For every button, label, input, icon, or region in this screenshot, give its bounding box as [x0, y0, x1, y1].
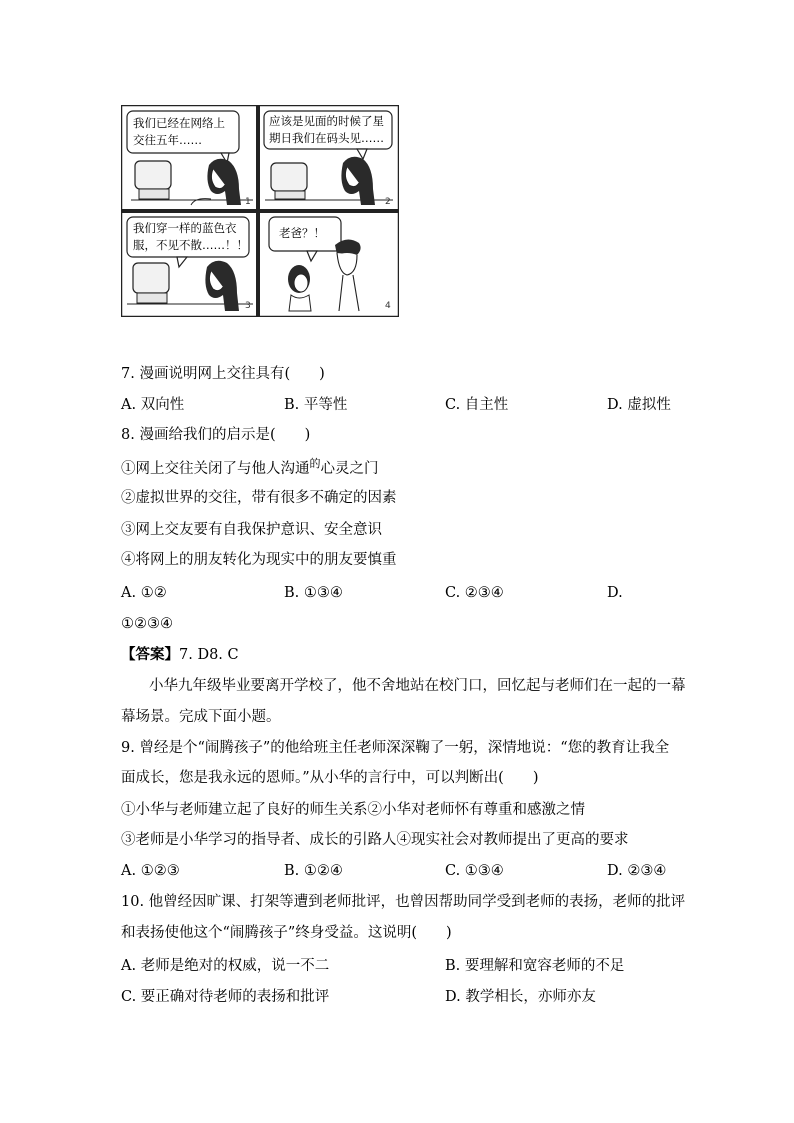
q8-stem: 8. 漫画给我们的启示是( ): [121, 427, 311, 443]
comic-panel-4-line-1: 老爸？！: [279, 226, 325, 240]
q9-option-d: D. ②③④: [607, 863, 667, 879]
q9-option-c: C. ①③④: [445, 863, 504, 879]
q10-option-b: B. 要理解和宽容老师的不足: [445, 958, 625, 974]
comic-panel-3-line-1: 我们穿一样的蓝色衣: [133, 221, 237, 235]
q9-line-2: 面成长，您是我永远的恩师。”从小华的言行中，可以判断出( ): [121, 770, 539, 786]
answer-label: 【答案】: [121, 646, 179, 663]
q10-line-2: 和表扬使他这个“闹腾孩子”终身受益。这说明( ): [121, 925, 452, 941]
comic-panel-number-3: 3: [245, 301, 251, 311]
q9-items-1-2: ①小华与老师建立起了良好的师生关系②小华对老师怀有尊重和感激之情: [121, 802, 585, 818]
q8-option-d-value: ①②③④: [121, 616, 173, 632]
comic-panel-1-line-1: 我们已经在网络上: [133, 116, 225, 130]
q8-option-c: C. ②③④: [445, 585, 504, 601]
passage-line-2: 幕场景。完成下面小题。: [121, 709, 281, 725]
comic-panel-3-line-2: 服，不见不散……！！: [133, 238, 248, 252]
q8-item-1-sup: 的: [309, 457, 321, 470]
comic-panel-number-1: 1: [245, 197, 251, 207]
q7-stem: 7. 漫画说明网上交往具有( ): [121, 366, 325, 382]
q9-option-b: B. ①②④: [284, 863, 343, 879]
comic-strip: [121, 105, 399, 317]
q8-option-b: B. ①③④: [284, 585, 343, 601]
comic-panel-1-line-2: 交往五年……: [133, 133, 202, 147]
q10-line-1: 10. 他曾经因旷课、打架等遭到老师批评，也曾因帮助同学受到老师的表扬，老师的批评: [121, 894, 686, 910]
comic-panel-2-line-1: 应该是见面的时候了星: [269, 114, 384, 128]
q10-option-d: D. 教学相长，亦师亦友: [445, 989, 596, 1005]
q10-option-a: A. 老师是绝对的权威，说一不二: [121, 958, 330, 974]
q10-option-c: C. 要正确对待老师的表扬和批评: [121, 989, 330, 1005]
q8-item-4: ④将网上的朋友转化为现实中的朋友要慎重: [121, 552, 397, 568]
q7-option-c: C. 自主性: [445, 397, 509, 413]
q8-item-2: ②虚拟世界的交往，带有很多不确定的因素: [121, 490, 397, 506]
q7-option-a: A. 双向性: [121, 397, 185, 413]
q9-items-3-4: ③老师是小华学习的指导者、成长的引路人④现实社会对教师提出了更高的要求: [121, 832, 629, 848]
q8-item-1: [121, 459, 379, 480]
q7-option-b: B. 平等性: [284, 397, 348, 413]
q9-line-1: 9. 曾经是个“闹腾孩子”的他给班主任老师深深鞠了一躬，深情地说：“您的教育让我全: [121, 740, 670, 756]
q7-option-d: D. 虚拟性: [607, 397, 671, 413]
comic-panel-number-4: 4: [385, 301, 391, 311]
answer-text: 7. D8. C: [179, 647, 239, 663]
answer-line: [121, 645, 239, 665]
passage-line-1: 小华九年级毕业要离开学校了，他不舍地站在校门口，回忆起与老师们在一起的一幕: [149, 678, 686, 694]
q9-option-a: A. ①②③: [121, 863, 180, 879]
q8-item-1-text-a: ①网上交往关闭了与他人沟通: [121, 461, 310, 477]
comic-panel-2-line-2: 期日我们在码头见……: [269, 131, 384, 145]
q8-item-3: ③网上交友要有自我保护意识、安全意识: [121, 522, 382, 538]
q8-item-1-text-b: 心灵之门: [320, 461, 379, 477]
q8-option-a: A. ①②: [121, 585, 167, 601]
comic-panel-number-2: 2: [385, 197, 391, 207]
q8-option-d: D.: [607, 585, 623, 601]
